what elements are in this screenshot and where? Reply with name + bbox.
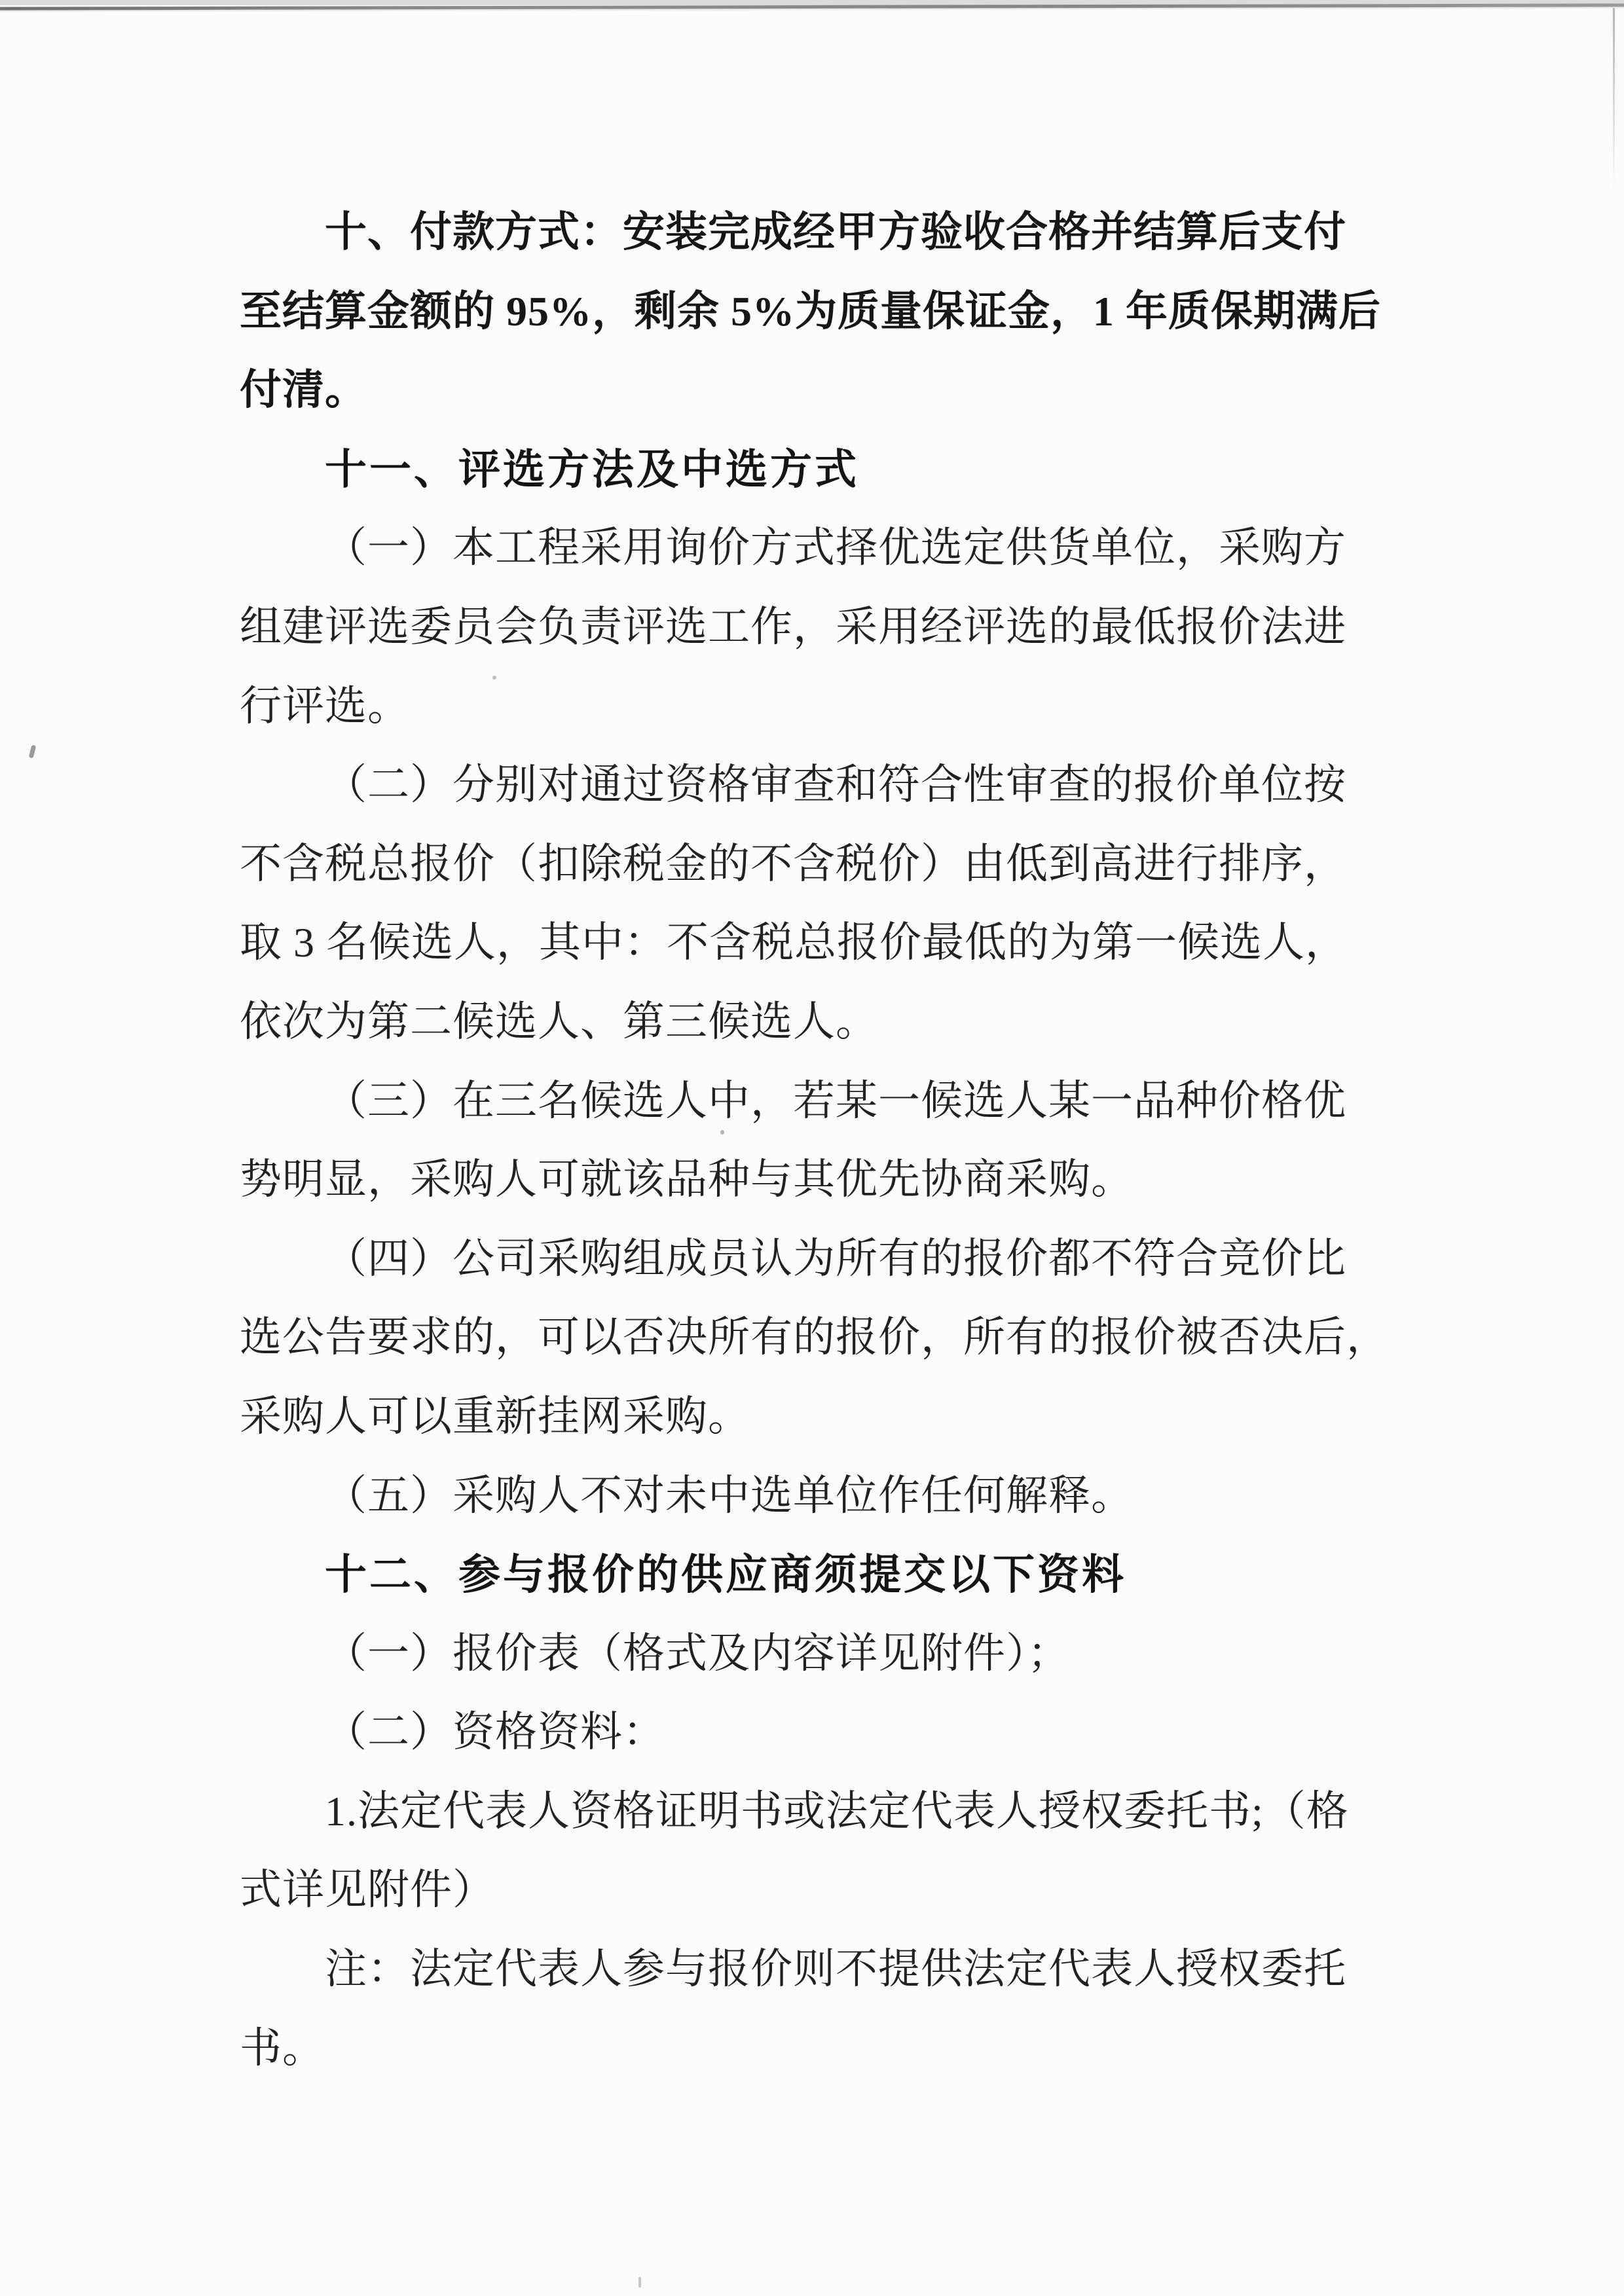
text-line: 十、付款方式：安装完成经甲方验收合格并结算后支付 [325,209,1346,255]
text-line: （一）报价表（格式及内容详见附件）； [325,1630,1070,1677]
text-line: （二）分别对通过资格审查和符合性审查的报价单位按 [325,761,1346,809]
section-heading: 十一、评选方法及中选方式 [325,445,859,493]
text-line: 依次为第二候选人、第三候选人。 [240,998,878,1045]
scan-speck [720,1130,724,1135]
scan-speck [29,744,37,758]
text-line: 采购人可以重新挂网采购。 [240,1393,750,1440]
text-line: （一）本工程采用询价方式择优选定供货单位，采购方 [325,524,1346,572]
text-line: 注：法定代表人参与报价则不提供法定代表人授权委托 [325,1946,1346,1993]
text-line: 选公告要求的，可以否决所有的报价，所有的报价被否决后， [240,1314,1389,1361]
scan-edge-right-line [1613,8,1615,191]
text-line: 1.法定代表人资格证明书或法定代表人授权委托书;（格 [325,1787,1349,1834]
text-line: （五）采购人不对未中选单位作任何解释。 [325,1472,1134,1519]
text-line: 至结算金额的 95%，剩余 5%为质量保证金，1 年质保期满后 [240,287,1381,335]
text-line: （四）公司采购组成员认为所有的报价都不符合竞价比 [325,1235,1346,1282]
section-heading: 十二、参与报价的供应商须提交以下资料 [325,1551,1126,1599]
scan-speck [638,2277,641,2287]
text-line: 付清。 [240,367,367,414]
text-line: 势明显，采购人可就该品种与其优先协商采购。 [240,1156,1134,1203]
text-line: （三）在三名候选人中，若某一候选人某一品种价格优 [325,1077,1346,1124]
document-text-block [240,193,1390,2088]
text-line: 行评选。 [240,682,410,729]
text-line: 组建评选委员会负责评选工作，采用经评选的最低报价法进 [240,603,1346,650]
text-line: 式详见附件） [240,1867,495,1914]
text-line: 书。 [240,2024,325,2071]
text-line: 不含税总报价（扣除税金的不含税价）由低到高进行排序， [240,840,1346,887]
text-line: （二）资格资料： [325,1709,665,1756]
scan-speck [492,676,496,680]
text-line: 取 3 名候选人，其中：不含税总报价最低的为第一候选人， [240,919,1348,966]
